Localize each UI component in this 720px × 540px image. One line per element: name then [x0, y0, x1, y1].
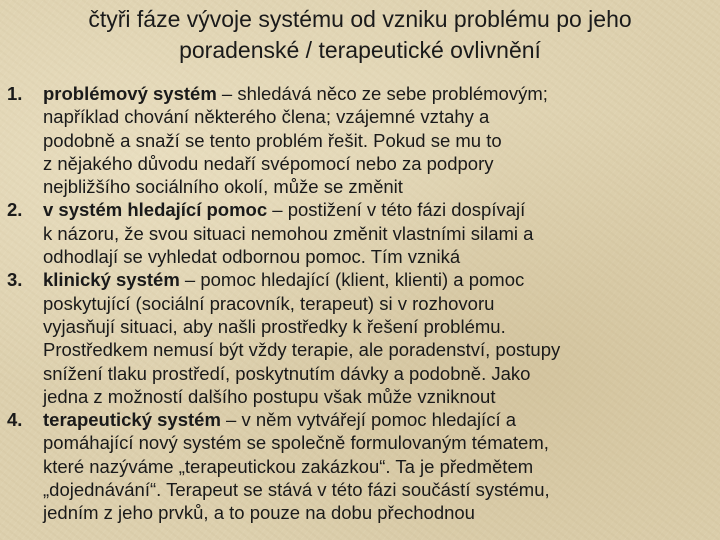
text-line: poskytující (sociální pracovník, terapeut) si v rozhovoru: [43, 292, 495, 314]
phase-term: klinický systém: [43, 269, 180, 291]
text-line: například chování některého člena; vzájemné vztahy a: [43, 106, 490, 128]
phase-term: terapeutický systém: [43, 409, 221, 431]
list-number: 2.: [7, 199, 23, 221]
phase-term: problémový systém: [43, 83, 217, 104]
text-line: pomáhající nový systém se společně formulovaným tématem,: [43, 432, 549, 454]
text-segment: – v něm vytvářejí pomoc hledající a: [220, 409, 517, 431]
list-item-phase-2: [0, 198, 716, 268]
text-line: [43, 82, 716, 105]
phase-list: [0, 82, 716, 525]
phase-term: v systém hledající pomoc: [43, 199, 268, 221]
text-line: [43, 198, 716, 221]
list-number: 4.: [7, 409, 23, 431]
list-item-phase-4: [0, 408, 716, 524]
list-item-phase-3: [0, 268, 716, 408]
text-line: podobně a snaží se tento problém řešit. Pokud se mu to: [43, 129, 502, 151]
text-line: odhodlají se vyhledat odbornou pomoc. Tím vzniká: [43, 246, 461, 268]
slide-title: [0, 4, 720, 66]
text-segment: – shledává něco ze sebe problémovým;: [216, 83, 548, 104]
text-segment: – pomoc hledající (klient, klienti) a pomoc: [179, 269, 525, 291]
text-line: „dojednávání“. Terapeut se stává v této fázi součástí systému,: [43, 479, 550, 501]
text-line: jedním z jeho prvků, a to pouze na dobu přechodnou: [43, 502, 475, 524]
list-number: 1.: [7, 83, 23, 104]
text-line: vyjasňují situaci, aby našli prostředky k řešení problému.: [43, 315, 506, 337]
text-line: [43, 408, 716, 431]
text-line: nejbližšího sociálního okolí, může se změnit: [43, 176, 403, 198]
title-line-2: poradenské / terapeutické ovlivnění: [179, 37, 541, 63]
text-line: [43, 268, 716, 291]
text-line: z nějakého důvodu nedaří svépomocí nebo za podpory: [43, 152, 494, 174]
text-line: Prostředkem nemusí být vždy terapie, ale poradenství, postupy: [43, 339, 561, 361]
list-number: 3.: [7, 269, 23, 291]
text-line: snížení tlaku prostředí, poskytnutím dávky a podobně. Jako: [43, 362, 531, 384]
text-line: jedna z možností dalšího postupu však může vzniknout: [43, 385, 496, 407]
text-line: které nazýváme „terapeutickou zakázkou“. Ta je předmětem: [43, 455, 534, 477]
list-item-phase-1: [0, 82, 716, 198]
title-line-1: čtyři fáze vývoje systému od vzniku problému po jeho: [88, 6, 632, 32]
text-segment: – postižení v této fázi dospívají: [267, 199, 526, 221]
text-line: k názoru, že svou situaci nemohou změnit vlastními silami a: [43, 222, 534, 244]
